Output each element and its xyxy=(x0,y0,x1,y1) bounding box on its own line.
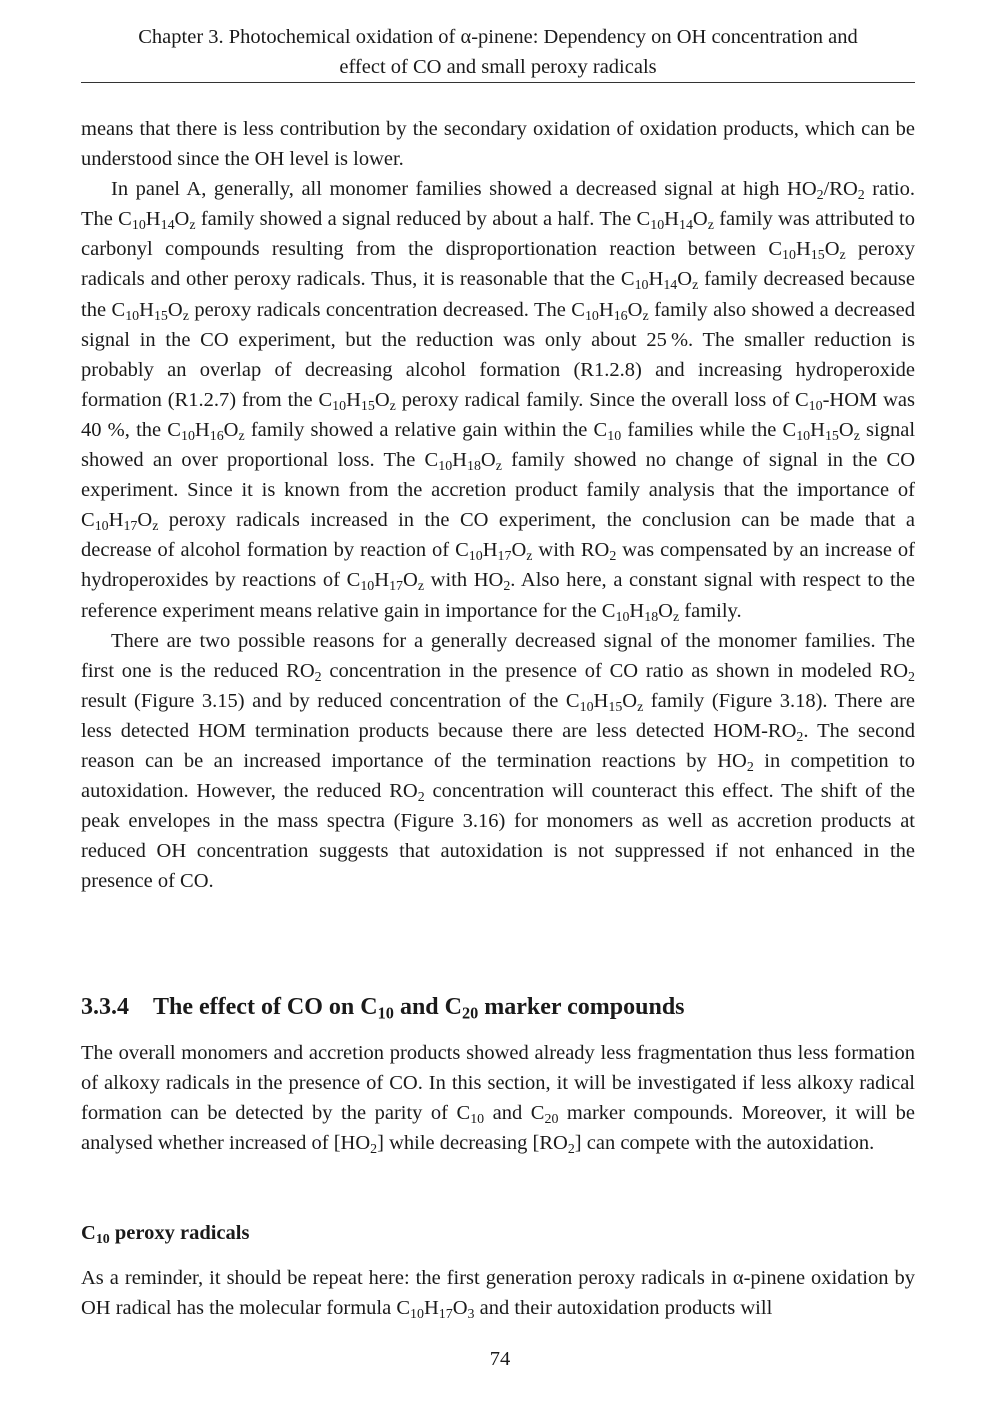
subscript: 15 xyxy=(153,308,168,324)
subscript: 15 xyxy=(608,699,623,715)
subscript: z xyxy=(495,458,502,474)
subscript: 15 xyxy=(824,428,839,444)
subscript: 10 xyxy=(95,1231,110,1247)
section-title: The effect of CO on $C_{10}$ and $C_{20}$ marker compounds xyxy=(153,994,685,1023)
subscript: 10 xyxy=(584,308,599,324)
subscript: 10 xyxy=(131,218,146,234)
subscript: 10 xyxy=(125,308,140,324)
subscript: z xyxy=(152,519,159,535)
subscript: 2 xyxy=(796,729,804,745)
subscript: z xyxy=(707,218,714,234)
subscript: z xyxy=(672,609,680,625)
subscript: 10 xyxy=(410,1306,424,1322)
subscript: 17 xyxy=(497,549,512,565)
subscript: 10 xyxy=(782,248,796,264)
subscript: 18 xyxy=(466,458,481,474)
subscript: 14 xyxy=(678,218,693,234)
subscript: z xyxy=(182,308,189,324)
subscript: 15 xyxy=(360,398,375,414)
subscript: z xyxy=(692,278,699,294)
subscript: z xyxy=(238,428,245,444)
subscript: 20 xyxy=(461,1003,479,1023)
subscript: z xyxy=(642,308,649,324)
subscript: 10 xyxy=(607,428,622,444)
subscript: 10 xyxy=(377,1003,394,1023)
subscript: 10 xyxy=(796,428,811,444)
page-number: 74 xyxy=(489,1348,511,1370)
subscript: 18 xyxy=(644,609,659,625)
subscript: 10 xyxy=(615,609,630,625)
section-number: 3.3.4 xyxy=(81,994,129,1020)
subscript: 2 xyxy=(314,669,322,685)
subscript: z xyxy=(853,428,860,444)
subscript: 10 xyxy=(94,519,109,535)
subscript: z xyxy=(839,248,846,264)
subscript: 10 xyxy=(468,549,483,565)
subscript: 10 xyxy=(332,398,347,414)
subscript: 2 xyxy=(908,669,915,685)
subscript: 10 xyxy=(180,428,195,444)
paragraph-section-intro: The overall monomers and accretion products showed already less fragmentation thus less formation of alkoxy radicals in the presence of CO. In this section, it will be investigated if less alkoxy radical formation can be detected by the parity of $C_{10}$ and $C_{20}$ marker compounds. Moreover, it will be analysed whether increased of $[HO_2]$ while decreasing $[RO_2]$ can compete with the autoxidation. xyxy=(81,1042,915,1158)
paragraph-two-reasons: There are two possible reasons for a generally decreased signal of the monomer families. The first one is the reduced $RO_2$ concentration in the presence of CO ratio as shown in modeled $RO_2$ result (Figure 3.15) and by reduced concentration of the $C_{10}H_{15}O_z$ family (Figure 3.18). There are less detected HOM termination products because there are less detected HOM-$RO_2$. The second reason can be an increased importance of the termination reactions by $HO_2$ in competition to autoxidation. However, the reduced $RO_2$ concentration will counteract this effect. The shift of the peak envelopes in the mass spectra (Figure 3.16) for monomers as well as accretion products at reduced OH concentration suggests that autoxidation is not suppressed if not enhanced in the presence of CO. xyxy=(81,629,916,893)
paragraph-panel-a: In panel A, generally, all monomer families showed a decreased signal at high $HO_2/RO_2$ ratio. The $C_{10}H_{14}O_z$ family showed a signal reduced by about a half. The $C_{10}H_{14}O_z$ family was attributed to carbonyl compounds resulting from the disproportionation reaction between $C_{10}H_{15}O_z$ peroxy radicals and other peroxy radicals. Thus, it is reasonable that the $C_{10}H_{14}O_z$ family decreased because the $C_{10}H_{15}O_z$ peroxy radicals concentration decreased. The $C_{10}H_{16}O_z$ family also showed a decreased signal in the CO experiment, but the reduction was only about 25 %. The smaller reduction is probably an overlap of decreasing alcohol formation (R1.2.8) and increasing hydroperoxide formation (R1.2.7) from the $C_{10}H_{15}O_z$ peroxy radical family. Since the overall loss of $C_{10}$-HOM was 40 %, the $C_{10}H_{16}O_z$ family showed a relative gain within the $C_{10}$ families while the $C_{10}H_{15}O_z$ signal showed an over proportional loss. The $C_{10}H_{18}O_z$ family showed no change of signal in the CO experiment. Since it is known from the accretion product family analysis that the importance of $C_{10}H_{17}O_z$ peroxy radicals increased in the CO experiment, the conclusion can be made that a decrease of alcohol formation by reaction of $C_{10}H_{17}O_z$ with $RO_2$ was compensated by an increase of hydroperoxides by reactions of $C_{10}H_{17}O_z$ with $HO_2$. Also here, a constant signal with respect to the reference experiment means relative gain in importance for the $C_{10}H_{18}O_z$ family. xyxy=(81,178,916,625)
subsection-body xyxy=(81,1263,915,1323)
subscript: 2 xyxy=(746,759,754,775)
subscript: 2 xyxy=(417,789,425,805)
subscript: 10 xyxy=(360,579,375,595)
subscript: 2 xyxy=(370,1142,378,1158)
subscript: 17 xyxy=(389,579,403,595)
subscript: 3 xyxy=(467,1306,475,1322)
subscript: 2 xyxy=(503,579,511,595)
section-heading xyxy=(81,990,915,1024)
section-intro xyxy=(81,1038,915,1158)
subscript: 2 xyxy=(857,188,865,204)
subscript: 16 xyxy=(613,308,628,324)
subscript: 2 xyxy=(816,188,824,204)
body-text-top xyxy=(81,114,915,896)
subscript: z xyxy=(189,218,196,234)
subscript: 10 xyxy=(470,1112,485,1128)
subscript: z xyxy=(526,549,533,565)
subscript: 10 xyxy=(634,278,649,294)
subscript: 17 xyxy=(123,519,138,535)
running-header-line-1: Chapter 3. Photochemical oxidation of α-pinene: Dependency on OH concentration and xyxy=(138,26,858,48)
subscript: 16 xyxy=(209,428,224,444)
subsection-heading: $C_{10}$ peroxy radicals xyxy=(81,1222,250,1247)
subscript: z xyxy=(389,398,396,414)
subscript: 10 xyxy=(650,218,665,234)
subscript: 17 xyxy=(438,1306,453,1322)
subscript: z xyxy=(637,699,644,715)
subscript: 10 xyxy=(438,458,453,474)
subscript: 15 xyxy=(810,248,825,264)
subscript: 10 xyxy=(808,398,823,414)
subscript: 2 xyxy=(609,549,617,565)
running-header-line-2: effect of CO and small peroxy radicals xyxy=(339,56,657,78)
header-rule xyxy=(81,82,915,83)
subscript: 2 xyxy=(567,1142,575,1158)
paragraph-reminder: As a reminder, it should be repeat here: the first generation peroxy radicals in α-pinene oxidation by OH radical has the molecular formula $C_{10}H_{17}O_3$ and their autoxidation products will xyxy=(81,1267,915,1322)
subscript: 10 xyxy=(579,699,594,715)
paragraph-continuation: means that there is less contribution by the secondary oxidation of oxidation products, which can be understood since the OH level is lower. xyxy=(81,118,915,171)
subscript: 14 xyxy=(663,278,678,294)
subscript: 20 xyxy=(544,1112,559,1128)
running-header xyxy=(81,22,915,82)
subscript: 14 xyxy=(160,218,175,234)
subscript: z xyxy=(417,579,424,595)
